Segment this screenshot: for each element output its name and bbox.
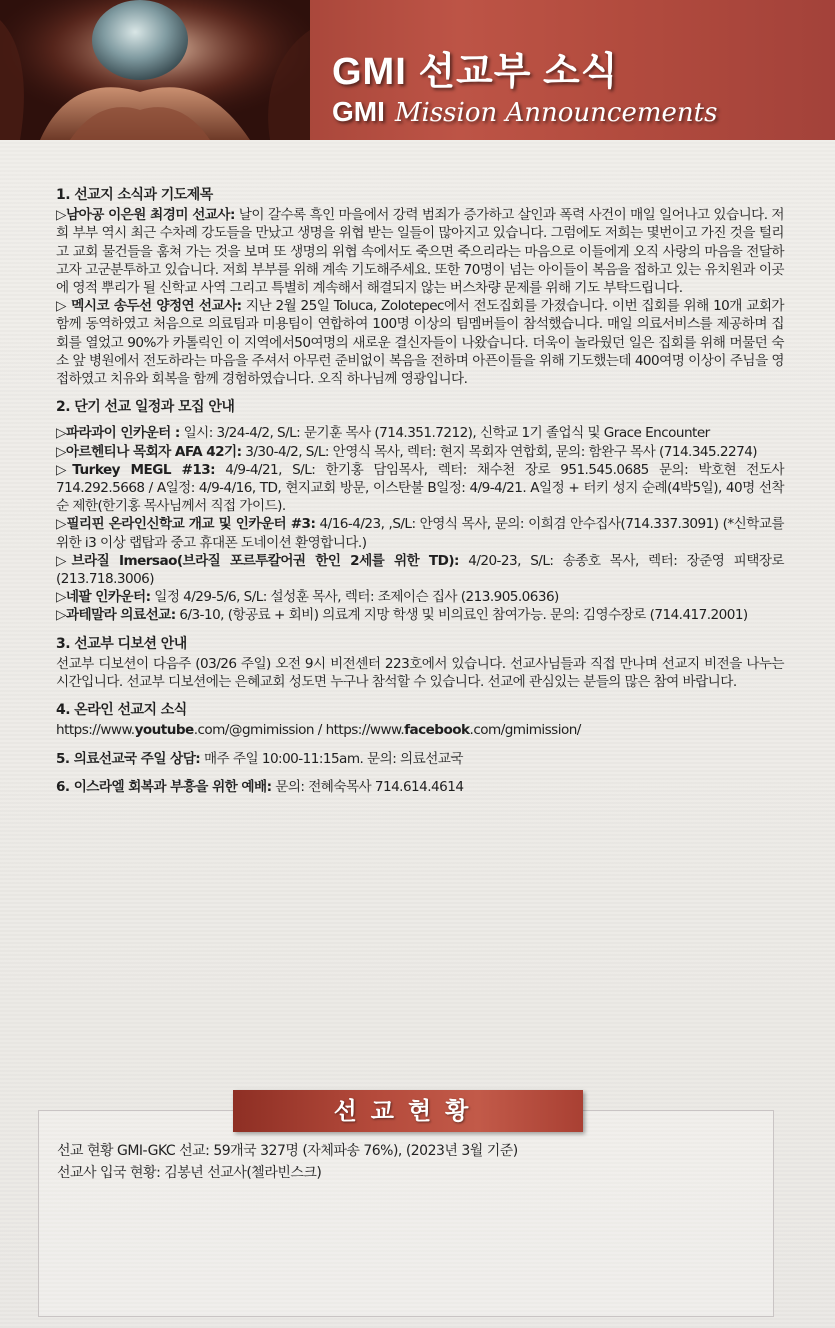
list-item <box>56 461 784 516</box>
item-text: 날이 갈수록 흑인 마을에서 강력 범죄가 증가하고 살인과 폭력 사건이 매일 일어나고 있습니다. 저희 부부 역시 최근 수차례 강도들을 만났고 생명을 위협 받는 일들이 많아지고 있습니다. 그럼에도 저희는 몇번이고 가진 것을 털리고 교회 물건들을 훔쳐 가는 것을 보며 또 생명의 위협 속에서도 죽으면 죽으리라는 마음으로 이들에게 오직 사랑의 마음을 전달하고자 고군분투하고 있습니다. 저희 부부를 위해 계속 기도해주세요. 또한 70명이 넘는 아이들이 복음을 접하고 있는 유치원과 이곳에 영적 뿌리가 될 신학교 사역 그리고 특별히 계속해서 해결되지 않는 버스차량 문제를 위해 기도 부탁드립니다. <box>56 207 784 297</box>
status-line-1: 선교 현황 GMI-GKC 선교: 59개국 327명 (자체파송 76%), (2023년 3월 기준) <box>57 1143 518 1159</box>
item-text: 4/9-4/21, S/L: 한기홍 담임목사, 렉터: 채수천 장로 951.545.0685 문의: 박호현 전도사 714.292.5668 / A일정: 4/9-4/16, TD, 현지교회 방문, 이스탄불 B일정: 4/9-4/21. A일정 + 터키 성지 순례(4박5일), 40명 선착순 제한(한기홍 목사님께서 직접 가이드). <box>56 461 784 515</box>
israel-lead: 6. 이스라엘 회복과 부흥을 위한 예배: <box>56 778 272 795</box>
section-devotion <box>56 635 784 692</box>
header-title-gmi: GMI <box>332 96 385 127</box>
item-text: 4/20-23, S/L: 송종호 목사, 렉터: 장준영 피택장로(213.718.3006) <box>56 552 784 588</box>
item-lead: ▷네팔 인카운터: <box>56 589 151 606</box>
header-banner <box>0 0 835 140</box>
list-item <box>56 297 784 388</box>
mission-status-lines <box>57 1140 757 1184</box>
section-heading: 2. 단기 선교 일정과 모집 안내 <box>56 399 235 416</box>
section-medical <box>56 750 784 768</box>
item-lead: ▷브라질 Imersao(브라질 포르투칼어권 한인 2세를 위한 TD): <box>56 552 459 569</box>
announcements-content <box>56 186 784 806</box>
item-text: 6/3-10, (항공료 + 회비) 의료계 지망 학생 및 비의료인 참여가능. 문의: 김영수장로 (714.417.2001) <box>175 607 748 624</box>
item-text: 3/30-4/2, S/L: 안영식 목사, 렉터: 현지 목회자 연합회, 문의: 함완구 목사 (714.345.2274) <box>241 443 758 460</box>
header-title-english <box>332 96 717 128</box>
praying-hands-image <box>0 0 310 140</box>
header-title-korean: GMI 선교부 소식 <box>332 51 619 93</box>
item-lead: ▷아르헨티나 목회자 AFA 42기: <box>56 443 242 460</box>
item-text: 일시: 3/24-4/2, S/L: 문기훈 목사 (714.351.7212), 신학교 1기 졸업식 및 Grace Encounter <box>179 425 710 442</box>
item-lead: ▷필리핀 온라인신학교 개교 및 인카운터 #3: <box>56 516 316 533</box>
section-israel <box>56 778 784 796</box>
mission-status-title: 선교현황 <box>233 1090 583 1132</box>
list-item <box>56 552 784 588</box>
list-item <box>56 588 784 606</box>
item-text: 지난 2월 25일 Toluca, Zolotepec에서 전도집회를 가졌습니다. 이번 집회를 위해 10개 교회가 함께 동역하였고 처음으로 의료팀과 미용팀이 연합하여 100명 이상의 팀멤버들이 참석했습니다. 매일 의료서비스를 제공하며 집회를 열었고 90%가 카톨릭인 이 지역에서50여명의 새로운 결신자들이 나왔습니다. 더욱이 놀라웠던 일은 집회를 위해 머물던 숙소 앞 병원에서 전도하라는 마음을 주셔서 아무런 준비없이 복음을 전하며 아픈이들을 위해 기도했는데 400여명 이상이 주님을 영접하였고 치유와 회복을 함께 경험하였습니다. 오직 하나님께 영광입니다. <box>56 298 784 388</box>
medical-lead: 5. 의료선교국 주일 상담: <box>56 750 201 767</box>
medical-text: 매주 주일 10:00-11:15am. 문의: 의료선교국 <box>200 750 463 767</box>
devotion-paragraph: 선교부 디보션이 다음주 (03/26 주일) 오전 9시 비전센터 223호에서 있습니다. 선교사님들과 직접 만나며 선교지 비전을 나누는 시간입니다. 선교부 디보션에는 은혜교회 성도면 누구나 참석할 수 있습니다. 선교에 관심있는 분들의 많은 참여 바랍니다. <box>56 655 784 691</box>
section-heading: 4. 온라인 선교지 소식 <box>56 702 187 719</box>
list-item <box>56 443 784 461</box>
israel-text: 문의: 전혜숙목사 714.614.4614 <box>271 778 464 795</box>
youtube-link[interactable]: https://www.youtube.com/@gmimission / <box>56 722 326 739</box>
item-lead: ▷남아공 이은원 최경미 선교사: <box>56 207 235 224</box>
item-lead: ▷과테말라 의료선교: <box>56 607 176 624</box>
header-title-script: Mission Announcements <box>394 98 718 128</box>
item-lead: ▷파라과이 인카운터 : <box>56 425 180 442</box>
status-line-2: 선교사 입국 현황: 김봉년 선교사(첼라빈스크) <box>57 1165 322 1181</box>
item-lead: ▷Turkey MEGL #13: <box>56 461 216 478</box>
section-prayer <box>56 186 784 388</box>
list-item <box>56 606 784 624</box>
section-short-term <box>56 398 784 624</box>
section-heading: 3. 선교부 디보션 안내 <box>56 635 187 652</box>
facebook-link[interactable]: https://www.facebook.com/gmimission/ <box>325 722 581 739</box>
list-item <box>56 424 784 442</box>
section-heading: 1. 선교지 소식과 기도제목 <box>56 187 213 203</box>
item-text: 일정 4/29-5/6, S/L: 설성훈 목사, 렉터: 조제이슨 집사 (213.905.0636) <box>150 589 559 606</box>
online-links <box>56 721 784 739</box>
item-text: 4/16-4/23, ,S/L: 안영식 목사, 문의: 이희겸 안수집사(714.337.3091) (*신학교를 위한 i3 이상 랩탑과 중고 휴대폰 도네이션 환영합니다.) <box>56 516 785 551</box>
item-lead: ▷ 멕시코 송두선 양정연 선교사: <box>56 298 242 315</box>
list-item <box>56 206 784 297</box>
section-online <box>56 701 784 739</box>
list-item <box>56 515 784 551</box>
